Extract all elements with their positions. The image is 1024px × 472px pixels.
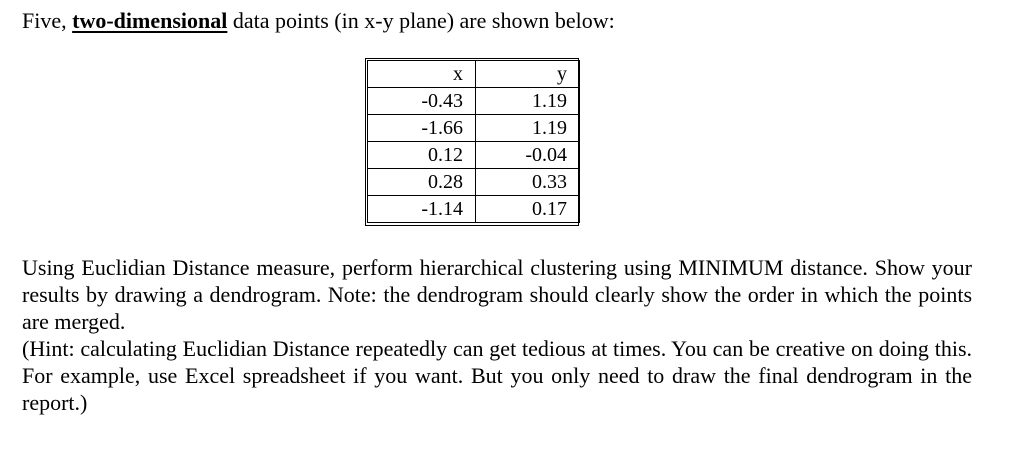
task-description	[22, 254, 972, 416]
table-row	[368, 115, 580, 142]
cell-x: -1.66	[368, 115, 476, 142]
hint-paragraph: (Hint: calculating Euclidian Distance repeatedly can get tedious at times. You can be creative on doing this. For example, use Excel spreadsheet if you want. But you only need to draw the final dendrogram in the report.)	[22, 336, 972, 415]
cell-y: -0.04	[476, 142, 580, 169]
header-y: y	[476, 61, 580, 88]
cell-y: 0.33	[476, 169, 580, 196]
cell-y: 0.17	[476, 196, 580, 223]
table-row	[368, 169, 580, 196]
intro-emphasis: two-dimensional	[72, 8, 228, 33]
cell-x: 0.12	[368, 142, 476, 169]
table-header-row	[368, 61, 580, 88]
cell-y: 1.19	[476, 115, 580, 142]
table-row	[368, 142, 580, 169]
header-x: x	[368, 61, 476, 88]
instruction-paragraph: Using Euclidian Distance measure, perform hierarchical clustering using MINIMUM distance. Show your results by drawing a dendrogram. Note: the dendrogram should clearly show the order in which the points are merged.	[22, 255, 972, 334]
intro-prefix: Five,	[22, 8, 73, 33]
cell-y: 1.19	[476, 88, 580, 115]
intro-sentence	[22, 7, 615, 35]
data-points-table	[367, 60, 580, 223]
table-row	[368, 88, 580, 115]
cell-x: -1.14	[368, 196, 476, 223]
table-row	[368, 196, 580, 223]
cell-x: -0.43	[368, 88, 476, 115]
cell-x: 0.28	[368, 169, 476, 196]
intro-suffix: data points (in x-y plane) are shown below:	[227, 8, 615, 33]
